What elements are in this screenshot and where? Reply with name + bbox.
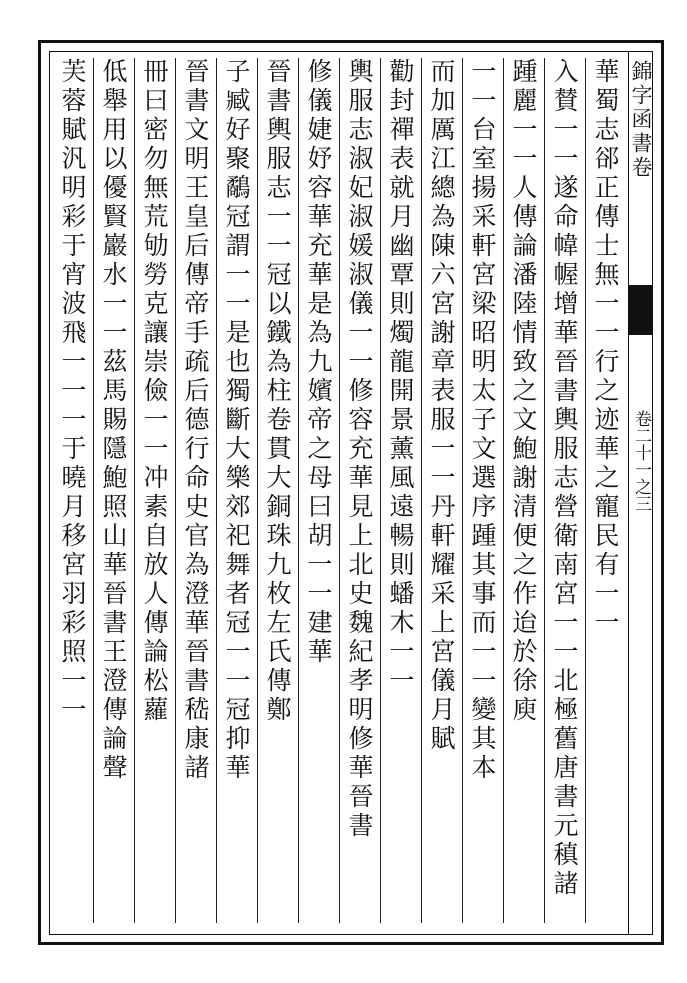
text-column-1: 華蜀志郤正傳士無一一行之迹華之寵民有一一: [585, 58, 626, 923]
text-column-14: 芙蓉賦汎明彩于宵波飛一一一于曉月移宮羽彩照一一: [58, 58, 87, 725]
text-column-13: 低舉用以優賢巖水一一茲馬賜隱鮑照山華晉書王澄傳論聲: [93, 58, 134, 923]
text-column-12: 冊曰密勿無荒劬勞克讓崇儉一一冲素自放人傳論松蘿: [134, 58, 175, 923]
text-column-3: 踵麗一一人傳論潘陸情致之文鮑謝清便之作迨於徐庾: [503, 58, 544, 923]
text-column-6: 勸封禪表就月幽覃則燭龍開景薰風遠暢則蟠木一一: [380, 58, 421, 923]
text-column-4: 一一台室揚采軒宮梁昭明太子文選序踵其事而一一變其本: [462, 58, 503, 923]
text-column-11: 晉書文明王皇后傳帝手疏后德行命史官為澄華晉書嵇康諸: [175, 58, 216, 923]
fish-tail-mark: [628, 285, 653, 335]
running-title: 錦字函書卷: [629, 60, 653, 180]
text-column-7: 輿服志淑妃淑媛淑儀一一修容充華見上北史魏紀孝明修華晉書: [339, 58, 380, 923]
text-column-5: 而加厲江總為陳六宮謝章表服一一丹軒耀采上宮儀月賦: [421, 58, 462, 923]
text-column-2: 入賛一一遂命幃幄增華晉書輿服志營衛南宮一一北極舊唐書元稹諸: [544, 58, 585, 923]
text-column-8: 修儀婕妤容華充華是為九嬪帝之母曰胡一一建華: [298, 58, 339, 923]
text-column-10: 子臧好聚鷸冠謂一一是也獨斷大樂郊祀舞者冠一一冠抑華: [216, 58, 257, 923]
text-column-9: 晉書輿服志一一冠以鐵為柱卷貫大銅珠九枚左氏傳鄭: [257, 58, 298, 923]
juan-label: 卷二十一之三: [631, 410, 651, 512]
